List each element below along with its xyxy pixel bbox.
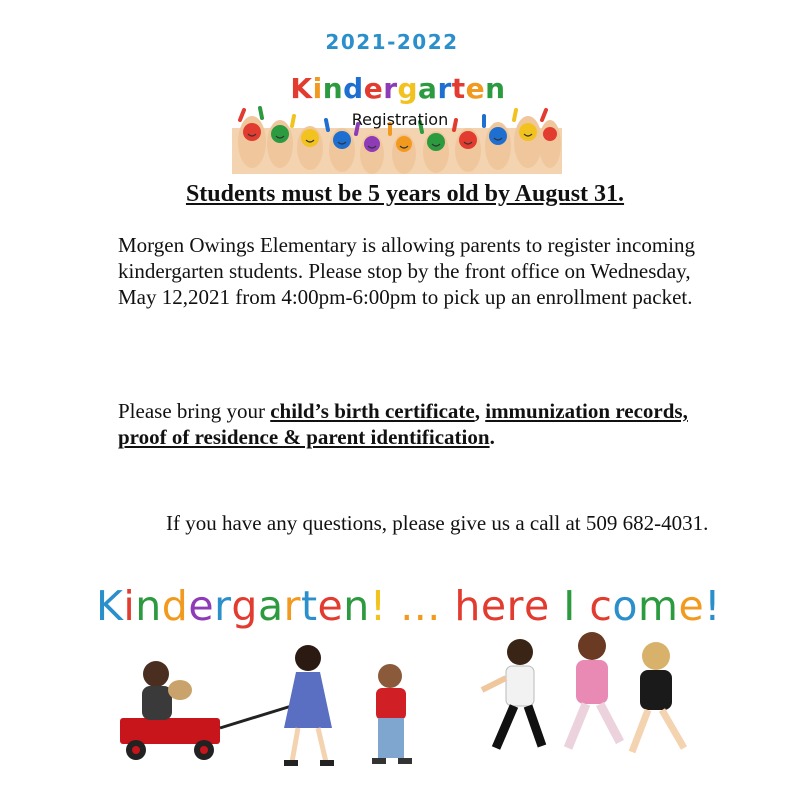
banner-title-letter: r: [383, 72, 398, 105]
document-birth-certificate: child’s birth certificate: [270, 399, 475, 423]
boy-red-shirt: [372, 664, 412, 764]
footer-title-letter: r: [214, 582, 232, 630]
registration-subtitle: Registration: [351, 110, 449, 129]
footer-title-letter: e: [317, 582, 344, 630]
footer-title-letter: t: [300, 582, 318, 630]
child-pulling-girl: [284, 645, 334, 766]
footer-title-letter: !: [704, 582, 722, 630]
banner-title-letter: n: [485, 72, 506, 105]
footer-title-letter: e: [480, 582, 507, 630]
footer-title-letter: !: [369, 582, 401, 630]
footer-title-letter: r: [283, 582, 301, 630]
footer-title-letter: K: [96, 582, 124, 630]
banner-title-letter: a: [418, 72, 438, 105]
document-other-records: immunization records, proof of residence & parent identification: [118, 399, 688, 449]
running-girl-black: [632, 642, 684, 752]
kindergarten-banner-title: [268, 72, 528, 105]
here-i-come-title: [96, 582, 736, 630]
children-illustration: [100, 630, 720, 790]
footer-title-letter: e: [678, 582, 705, 630]
footer-title-letter: ...: [400, 582, 455, 630]
running-boy: [482, 639, 542, 748]
footer-title-letter: d: [161, 582, 189, 630]
footer-title-letter: r: [506, 582, 524, 630]
documents-paragraph: [118, 398, 718, 450]
footer-title-letter: e: [523, 582, 564, 630]
footer-title-letter: n: [343, 582, 370, 630]
banner-title-letter: n: [322, 72, 344, 105]
banner-title-letter: g: [397, 72, 419, 105]
banner-title-letter: e: [465, 72, 486, 105]
documents-end: .: [489, 425, 495, 449]
contact-text: If you have any questions, please give us a call at 509 682-4031.: [166, 511, 709, 535]
banner-title-letter: e: [363, 72, 384, 105]
footer-title-letter: e: [188, 582, 215, 630]
year-heading: 2021-2022: [325, 30, 459, 54]
footer-title-letter: c: [589, 582, 613, 630]
footer-title-letter: i: [123, 582, 136, 630]
contact-paragraph: [118, 510, 718, 536]
banner-title-letter: i: [312, 72, 323, 105]
running-girl-pink: [568, 632, 620, 748]
footer-title-letter: a: [257, 582, 284, 630]
banner-title-letter: r: [437, 72, 452, 105]
footer-title-letter: I: [563, 582, 590, 630]
footer-title-letter: o: [612, 582, 638, 630]
banner-title-letter: t: [451, 72, 466, 105]
banner-title-letter: d: [343, 72, 364, 105]
age-requirement: Students must be 5 years old by August 31.: [185, 181, 625, 207]
footer-title-letter: g: [231, 582, 258, 630]
footer-title-letter: h: [454, 582, 481, 630]
documents-lead: Please bring your: [118, 399, 271, 423]
documents-separator: ,: [474, 399, 486, 423]
footer-title-letter: m: [637, 582, 679, 630]
banner-title-letter: K: [290, 72, 313, 105]
footer-title-letter: n: [135, 582, 162, 630]
intro-paragraph: Morgen Owings Elementary is allowing parents to register incoming kindergarten students. Please stop by the front office on Wednesday, May 12,2021 from 4:00pm-6:00pm to pick up an enrollment packet.: [118, 233, 695, 309]
child-in-wagon: [142, 661, 192, 720]
